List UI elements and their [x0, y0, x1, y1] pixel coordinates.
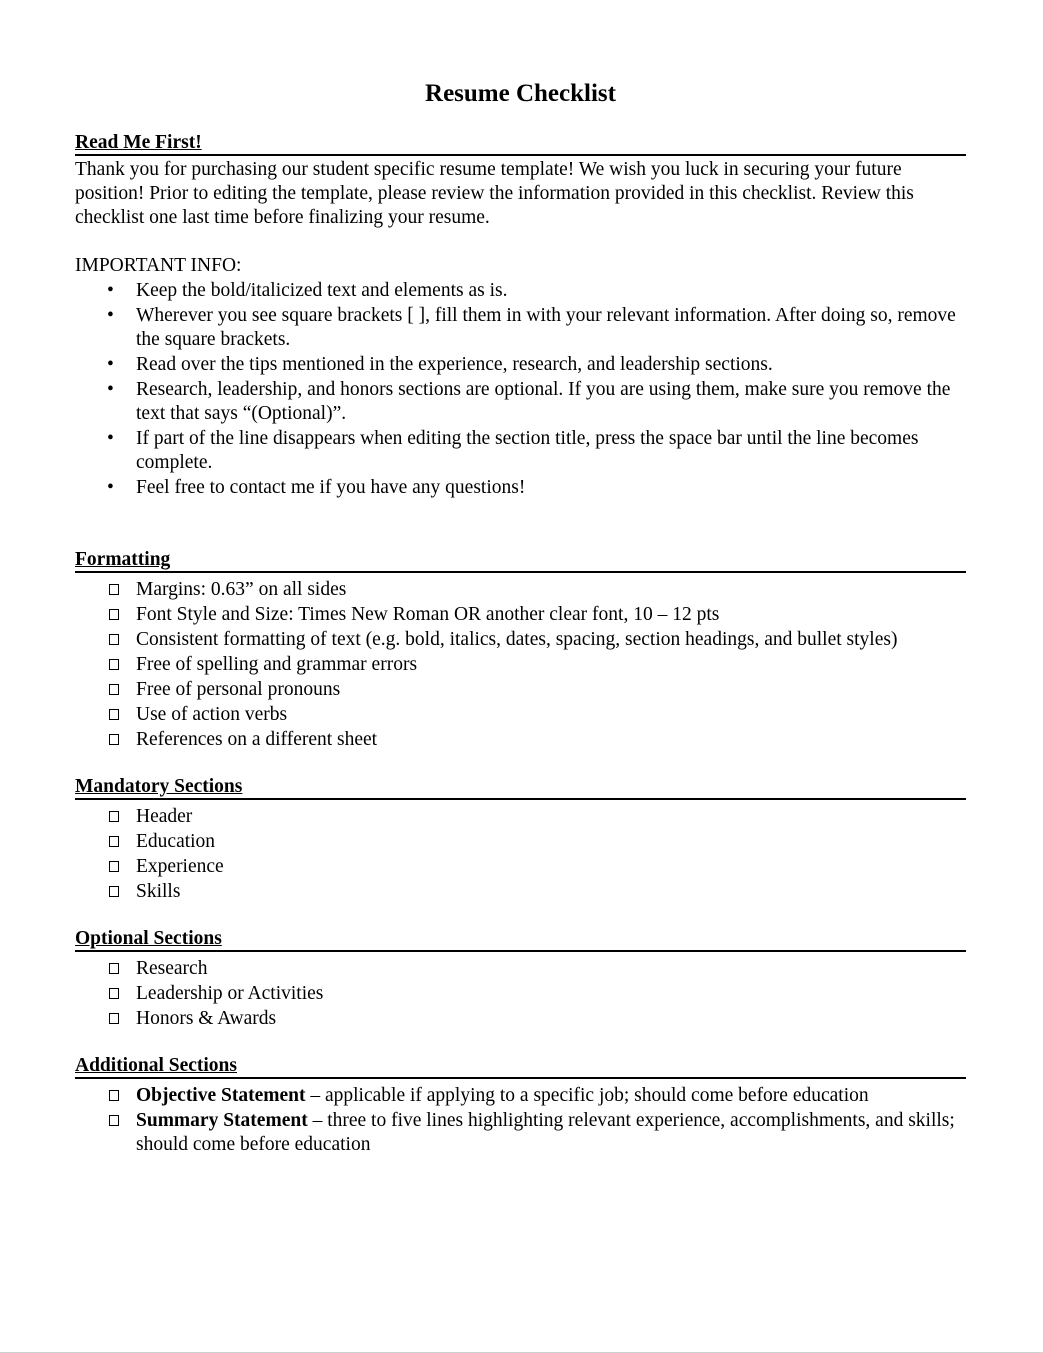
list-item: • Wherever you see square brackets [ ], fill them in with your relevant information. After doing so, remove the square brackets. [107, 305, 956, 350]
checkbox-icon[interactable] [109, 1013, 119, 1024]
bullet-icon: • [107, 354, 114, 375]
list-item: • Research, leadership, and honors sections are optional. If you are using them, make sure you remove the text that says “(Optional)”. [107, 379, 951, 424]
page-title: Resume Checklist [425, 80, 616, 107]
checklist-item: Free of spelling and grammar errors [75, 653, 966, 677]
checklist-item: Experience [75, 855, 966, 879]
checklist-item: Summary Statement – three to five lines highlighting relevant experience, accomplishments, and skills; should come before education [75, 1109, 966, 1157]
checklist-item: Header [75, 805, 966, 829]
bullet-icon: • [107, 428, 114, 449]
checkbox-icon[interactable] [109, 988, 119, 999]
checklist-item: Skills [75, 880, 966, 904]
checkbox-icon[interactable] [109, 886, 119, 897]
list-item: • If part of the line disappears when editing the section title, press the space bar until the line becomes complete. [107, 428, 919, 473]
checkbox-icon[interactable] [109, 861, 119, 872]
checkbox-icon[interactable] [109, 659, 119, 670]
checklist-item: Font Style and Size: Times New Roman OR another clear font, 10 – 12 pts [75, 603, 966, 627]
mandatory-checklist [75, 805, 966, 904]
section-heading-formatting: Formatting [75, 549, 966, 573]
checkbox-icon[interactable] [109, 634, 119, 645]
important-info-label: IMPORTANT INFO: [75, 255, 242, 276]
section-heading-mandatory: Mandatory Sections [75, 776, 966, 800]
section-heading-optional: Optional Sections [75, 928, 966, 952]
bullet-icon: • [107, 477, 114, 498]
checklist-item: Objective Statement – applicable if applying to a specific job; should come before education [75, 1084, 966, 1108]
checkbox-icon[interactable] [109, 684, 119, 695]
optional-checklist [75, 957, 966, 1031]
checkbox-icon[interactable] [109, 836, 119, 847]
document-content [75, 78, 966, 1158]
list-item: • Read over the tips mentioned in the experience, research, and leadership sections. [107, 354, 773, 375]
intro-paragraph: Thank you for purchasing our student specific resume template! We wish you luck in securing your future position! Prior to editing the template, please review the information provided in this checklist. Review this checklist one last time before finalizing your resume. [75, 159, 914, 228]
bullet-icon: • [107, 379, 114, 400]
checkbox-icon[interactable] [109, 584, 119, 595]
checkbox-icon[interactable] [109, 609, 119, 620]
checklist-item: Margins: 0.63” on all sides [75, 578, 966, 602]
checklist-item: Honors & Awards [75, 1007, 966, 1031]
checkbox-icon[interactable] [109, 1090, 119, 1101]
checkbox-icon[interactable] [109, 963, 119, 974]
checkbox-icon[interactable] [109, 811, 119, 822]
checklist-item: Education [75, 830, 966, 854]
checklist-item: Research [75, 957, 966, 981]
list-item: • Keep the bold/italicized text and elements as is. [107, 280, 508, 301]
checklist-item: Free of personal pronouns [75, 678, 966, 702]
formatting-checklist [75, 578, 966, 752]
important-info-list [75, 279, 966, 500]
additional-checklist [75, 1084, 966, 1157]
list-item: • Feel free to contact me if you have any questions! [107, 477, 526, 498]
section-heading-read-me: Read Me First! [75, 132, 966, 156]
checklist-item: Leadership or Activities [75, 982, 966, 1006]
bullet-icon: • [107, 305, 114, 326]
checkbox-icon[interactable] [109, 709, 119, 720]
checklist-item: References on a different sheet [75, 728, 966, 752]
checkbox-icon[interactable] [109, 734, 119, 745]
checklist-item: Use of action verbs [75, 703, 966, 727]
checkbox-icon[interactable] [109, 1115, 119, 1126]
bullet-icon: • [107, 280, 114, 301]
checklist-item: Consistent formatting of text (e.g. bold, italics, dates, spacing, section headings, and bullet styles) [75, 628, 966, 652]
section-heading-additional: Additional Sections [75, 1055, 966, 1079]
